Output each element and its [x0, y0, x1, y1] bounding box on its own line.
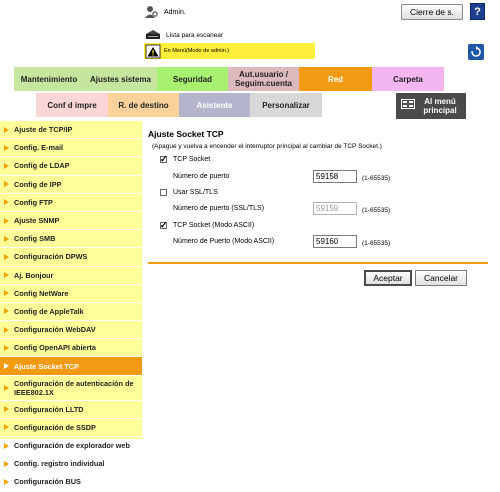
arrow-right-icon — [4, 236, 9, 242]
tcp-port-label: Número de puerto — [173, 173, 230, 180]
admin-mode-label: En Menú(Modo de admin.) — [164, 48, 230, 54]
arrow-right-icon — [4, 272, 9, 278]
arrow-right-icon — [4, 127, 9, 133]
ssl-port-input[interactable]: 59159 — [313, 202, 357, 215]
sidebar-item-ieee8021x[interactable]: Configuración de autenticación de IEEE802.1X — [0, 376, 142, 401]
sidebar-item-web-browser[interactable]: Configuración de explorador web — [0, 437, 142, 455]
user-icon — [145, 5, 159, 19]
sidebar-item-ftp[interactable]: Config FTP — [0, 194, 142, 212]
scan-list[interactable] — [145, 27, 223, 43]
user-name: Admin. — [164, 8, 186, 16]
tab-aut-usuario[interactable]: Aut.usuario / Seguim.cuenta — [228, 67, 299, 91]
ssl-tls-label: Usar SSL/TLS — [173, 189, 218, 196]
arrow-right-icon — [4, 443, 9, 449]
sidebar-item-snmp[interactable]: Ajuste SNMP — [0, 212, 142, 230]
sidebar-item-bonjour[interactable]: Aj. Bonjour — [0, 267, 142, 285]
arrow-right-icon — [4, 424, 9, 430]
sidebar-item-email[interactable]: Config. E-mail — [0, 139, 142, 157]
arrow-right-icon — [4, 218, 9, 224]
arrow-right-icon — [4, 479, 9, 485]
arrow-right-icon — [4, 199, 9, 205]
sidebar-item-bus[interactable]: Configuración BUS — [0, 473, 142, 491]
ascii-mode-checkbox[interactable] — [160, 222, 167, 229]
sidebar-item-tcp-socket[interactable]: Ajuste Socket TCP — [0, 357, 142, 375]
arrow-right-icon — [4, 163, 9, 169]
sidebar — [0, 121, 142, 487]
sidebar-item-dpws[interactable]: Configuración DPWS — [0, 248, 142, 266]
tab-ajustes-sistema[interactable]: Ajustes sistema — [84, 67, 157, 91]
tcp-port-input[interactable]: 59158 — [313, 170, 357, 183]
logout-button[interactable]: Cierre de s. — [401, 4, 463, 20]
sidebar-item-smb[interactable]: Config SMB — [0, 230, 142, 248]
tab-conf-impre[interactable]: Conf d impre — [36, 93, 108, 117]
page-title: Ajuste Socket TCP — [148, 129, 224, 139]
arrow-right-icon — [4, 181, 9, 187]
cancel-button[interactable]: Cancelar — [415, 270, 467, 286]
arrow-right-icon — [4, 385, 9, 391]
tab-r-destino[interactable]: R. de destino — [108, 93, 179, 117]
main-menu-button[interactable] — [396, 93, 466, 119]
refresh-button[interactable] — [468, 44, 484, 60]
ascii-port-input[interactable]: 59160 — [313, 235, 357, 248]
arrow-right-icon — [4, 308, 9, 314]
tab-red[interactable]: Red — [299, 67, 372, 91]
ascii-mode-label: TCP Socket (Modo ASCII) — [173, 222, 255, 229]
user-indicator — [145, 4, 186, 20]
restart-note: (Apague y vuelva a encender el interruptor principal al cambiar de TCP Socket.) — [152, 143, 382, 150]
main-menu-label: Al menú principal — [423, 97, 457, 115]
help-button[interactable]: ? — [470, 3, 485, 20]
sidebar-item-appletalk[interactable]: Config de AppleTalk — [0, 303, 142, 321]
sidebar-item-registro-individual[interactable]: Config. registro individual — [0, 455, 142, 473]
tab-asistente[interactable]: Asistente — [179, 93, 250, 117]
sidebar-item-lltd[interactable]: Configuración LLTD — [0, 401, 142, 419]
arrow-right-icon — [4, 254, 9, 260]
arrow-right-icon — [4, 345, 9, 351]
ascii-port-label: Número de Puerto (Modo ASCII) — [173, 238, 275, 245]
ssl-port-range: (1-65535) — [362, 207, 391, 214]
warning-icon — [146, 45, 160, 58]
arrow-right-icon — [4, 327, 9, 333]
ascii-port-range: (1-65535) — [362, 240, 391, 247]
menu-icon — [401, 99, 415, 109]
tab-carpeta[interactable]: Carpeta — [372, 67, 444, 91]
scan-list-label: Lista para escanear — [166, 31, 224, 39]
tcp-port-range: (1-65535) — [362, 175, 391, 182]
section-divider — [148, 262, 488, 264]
sidebar-item-ldap[interactable]: Config de LDAP — [0, 157, 142, 175]
ssl-port-label: Número de puerto (SSL/TLS) — [173, 205, 265, 212]
arrow-right-icon — [4, 461, 9, 467]
scanner-icon — [145, 29, 161, 41]
arrow-right-icon — [4, 406, 9, 412]
tcp-socket-label: TCP Socket — [173, 156, 211, 163]
tab-mantenimiento[interactable]: Mantenimiento — [14, 67, 84, 91]
tcp-socket-checkbox[interactable] — [160, 156, 167, 163]
sidebar-item-webdav[interactable]: Configuración WebDAV — [0, 321, 142, 339]
sidebar-item-ssdp[interactable]: Configuración de SSDP — [0, 419, 142, 437]
admin-mode-banner — [144, 43, 315, 59]
tab-seguridad[interactable]: Seguridad — [157, 67, 228, 91]
sidebar-item-openapi[interactable]: Config OpenAPI abierta — [0, 339, 142, 357]
sidebar-item-netware[interactable]: Config NetWare — [0, 285, 142, 303]
arrow-right-icon — [4, 290, 9, 296]
arrow-right-icon — [4, 363, 9, 369]
sidebar-item-ipp[interactable]: Config de IPP — [0, 176, 142, 194]
arrow-right-icon — [4, 145, 9, 151]
ok-button[interactable]: Aceptar — [364, 270, 412, 286]
ssl-tls-checkbox[interactable] — [160, 189, 167, 196]
sidebar-item-tcp-ip[interactable]: Ajuste de TCP/IP — [0, 121, 142, 139]
tab-personalizar[interactable]: Personalizar — [250, 93, 322, 117]
refresh-icon — [470, 46, 482, 58]
